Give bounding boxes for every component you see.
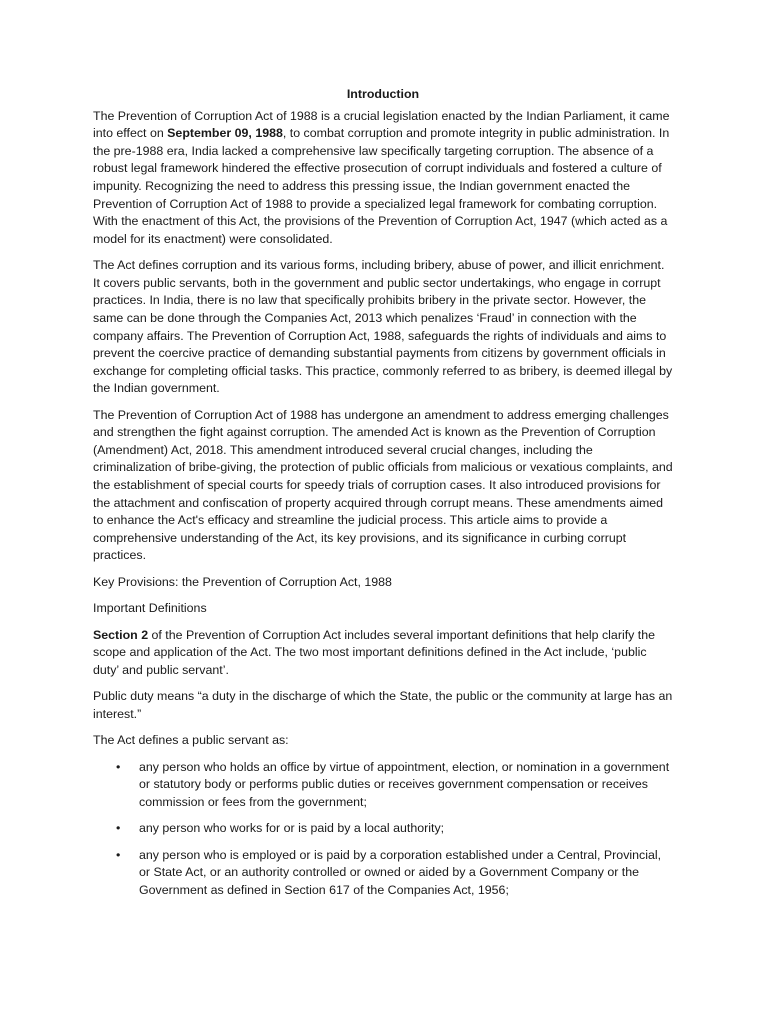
bullet-icon: •	[116, 821, 121, 836]
paragraph-public-duty: Public duty means “a duty in the discharge of which the State, the public or the community at large has an interest.”	[93, 689, 673, 721]
list-item	[93, 759, 673, 812]
list-item-text: any person who holds an office by virtue of appointment, election, or nomination in a government or statutory body or performs public duties or receives government compensation or receives commission or fees from the government;	[139, 759, 670, 809]
list-item	[93, 847, 673, 900]
paragraph-section-2-text: of the Prevention of Corruption Act includes several important definitions that help clarify the scope and application of the Act. The two most important definitions defined in the Act include, ‘public duty’ and public servant’.	[93, 627, 656, 677]
paragraph-act-definition: The Act defines corruption and its various forms, including bribery, abuse of power, and illicit enrichment. It covers public servants, both in the government and public sector undertakings, who engage in corrupt practices. In India, there is no law that specifically prohibits bribery in the private sector. However, the same can be done through the Companies Act, 2013 which penalizes ‘Fraud’ in connection with the company affairs. The Prevention of Corruption Act, 1988, safeguards the rights of individuals and aims to prevent the coercive practice of demanding substantial payments from citizens by government officials in exchange for completing official tasks. This practice, commonly referred to as bribery, is deemed illegal by the Indian government.	[93, 258, 673, 396]
document-heading: Introduction	[346, 87, 420, 101]
paragraph-introduction-text-end: , to combat corruption and promote integrity in public administration. In the pre-1988 era, India lacked a comprehensive law specifically targeting corruption. The absence of a robust legal framework hindered the effective prosecution of corrupt individuals and fostered a culture of impunity. Recognizing the need to address this pressing issue, the Indian government enacted the Prevention of Corruption Act of 1988 to provide a specialized legal framework for combating corruption. With the enactment of this Act, the provisions of the Prevention of Corruption Act, 1947 (which acted as a model for its enactment) were consolidated.	[93, 126, 670, 246]
section-reference: Section 2	[93, 627, 149, 642]
list-item	[93, 820, 673, 838]
bullet-icon: •	[116, 847, 121, 862]
paragraph-introduction	[93, 108, 673, 249]
document-page	[93, 86, 673, 908]
section-heading-definitions: Important Definitions	[93, 601, 207, 616]
section-heading-key-provisions: Key Provisions: the Prevention of Corruption Act, 1988	[93, 574, 392, 589]
list-item-text: any person who works for or is paid by a local authority;	[139, 821, 445, 836]
paragraph-amendment: The Prevention of Corruption Act of 1988 has undergone an amendment to address emerging challenges and strengthen the fight against corruption. The amended Act is known as the Prevention of Corruption (Amendment) Act, 2018. This amendment introduced several crucial changes, including the criminalization of bribe-giving, the protection of public officials from malicious or vexatious complaints, and the establishment of special courts for speedy trials of corruption cases. It also introduced provisions for the attachment and confiscation of property acquired through corrupt means. These amendments aimed to enhance the Act's efficacy and streamline the judicial process. This article aims to provide a comprehensive understanding of the Act, its key provisions, and its significance in curbing corrupt practices.	[93, 407, 673, 563]
bullet-icon: •	[116, 759, 121, 774]
paragraph-public-servant-intro: The Act defines a public servant as:	[93, 733, 289, 748]
public-servant-list	[93, 759, 673, 900]
paragraph-introduction-text-start: The Prevention of Corruption Act of 1988 is a crucial legislation enacted by the Indian Parliament, it came into effect on	[93, 108, 670, 141]
paragraph-section-2	[93, 627, 673, 680]
effective-date: September 09, 1988	[167, 126, 283, 141]
list-item-text: any person who is employed or is paid by a corporation established under a Central, Provincial, or State Act, or an authority controlled or owned or aided by a Government Company or the Government as defined in Section 617 of the Companies Act, 1956;	[139, 847, 662, 897]
